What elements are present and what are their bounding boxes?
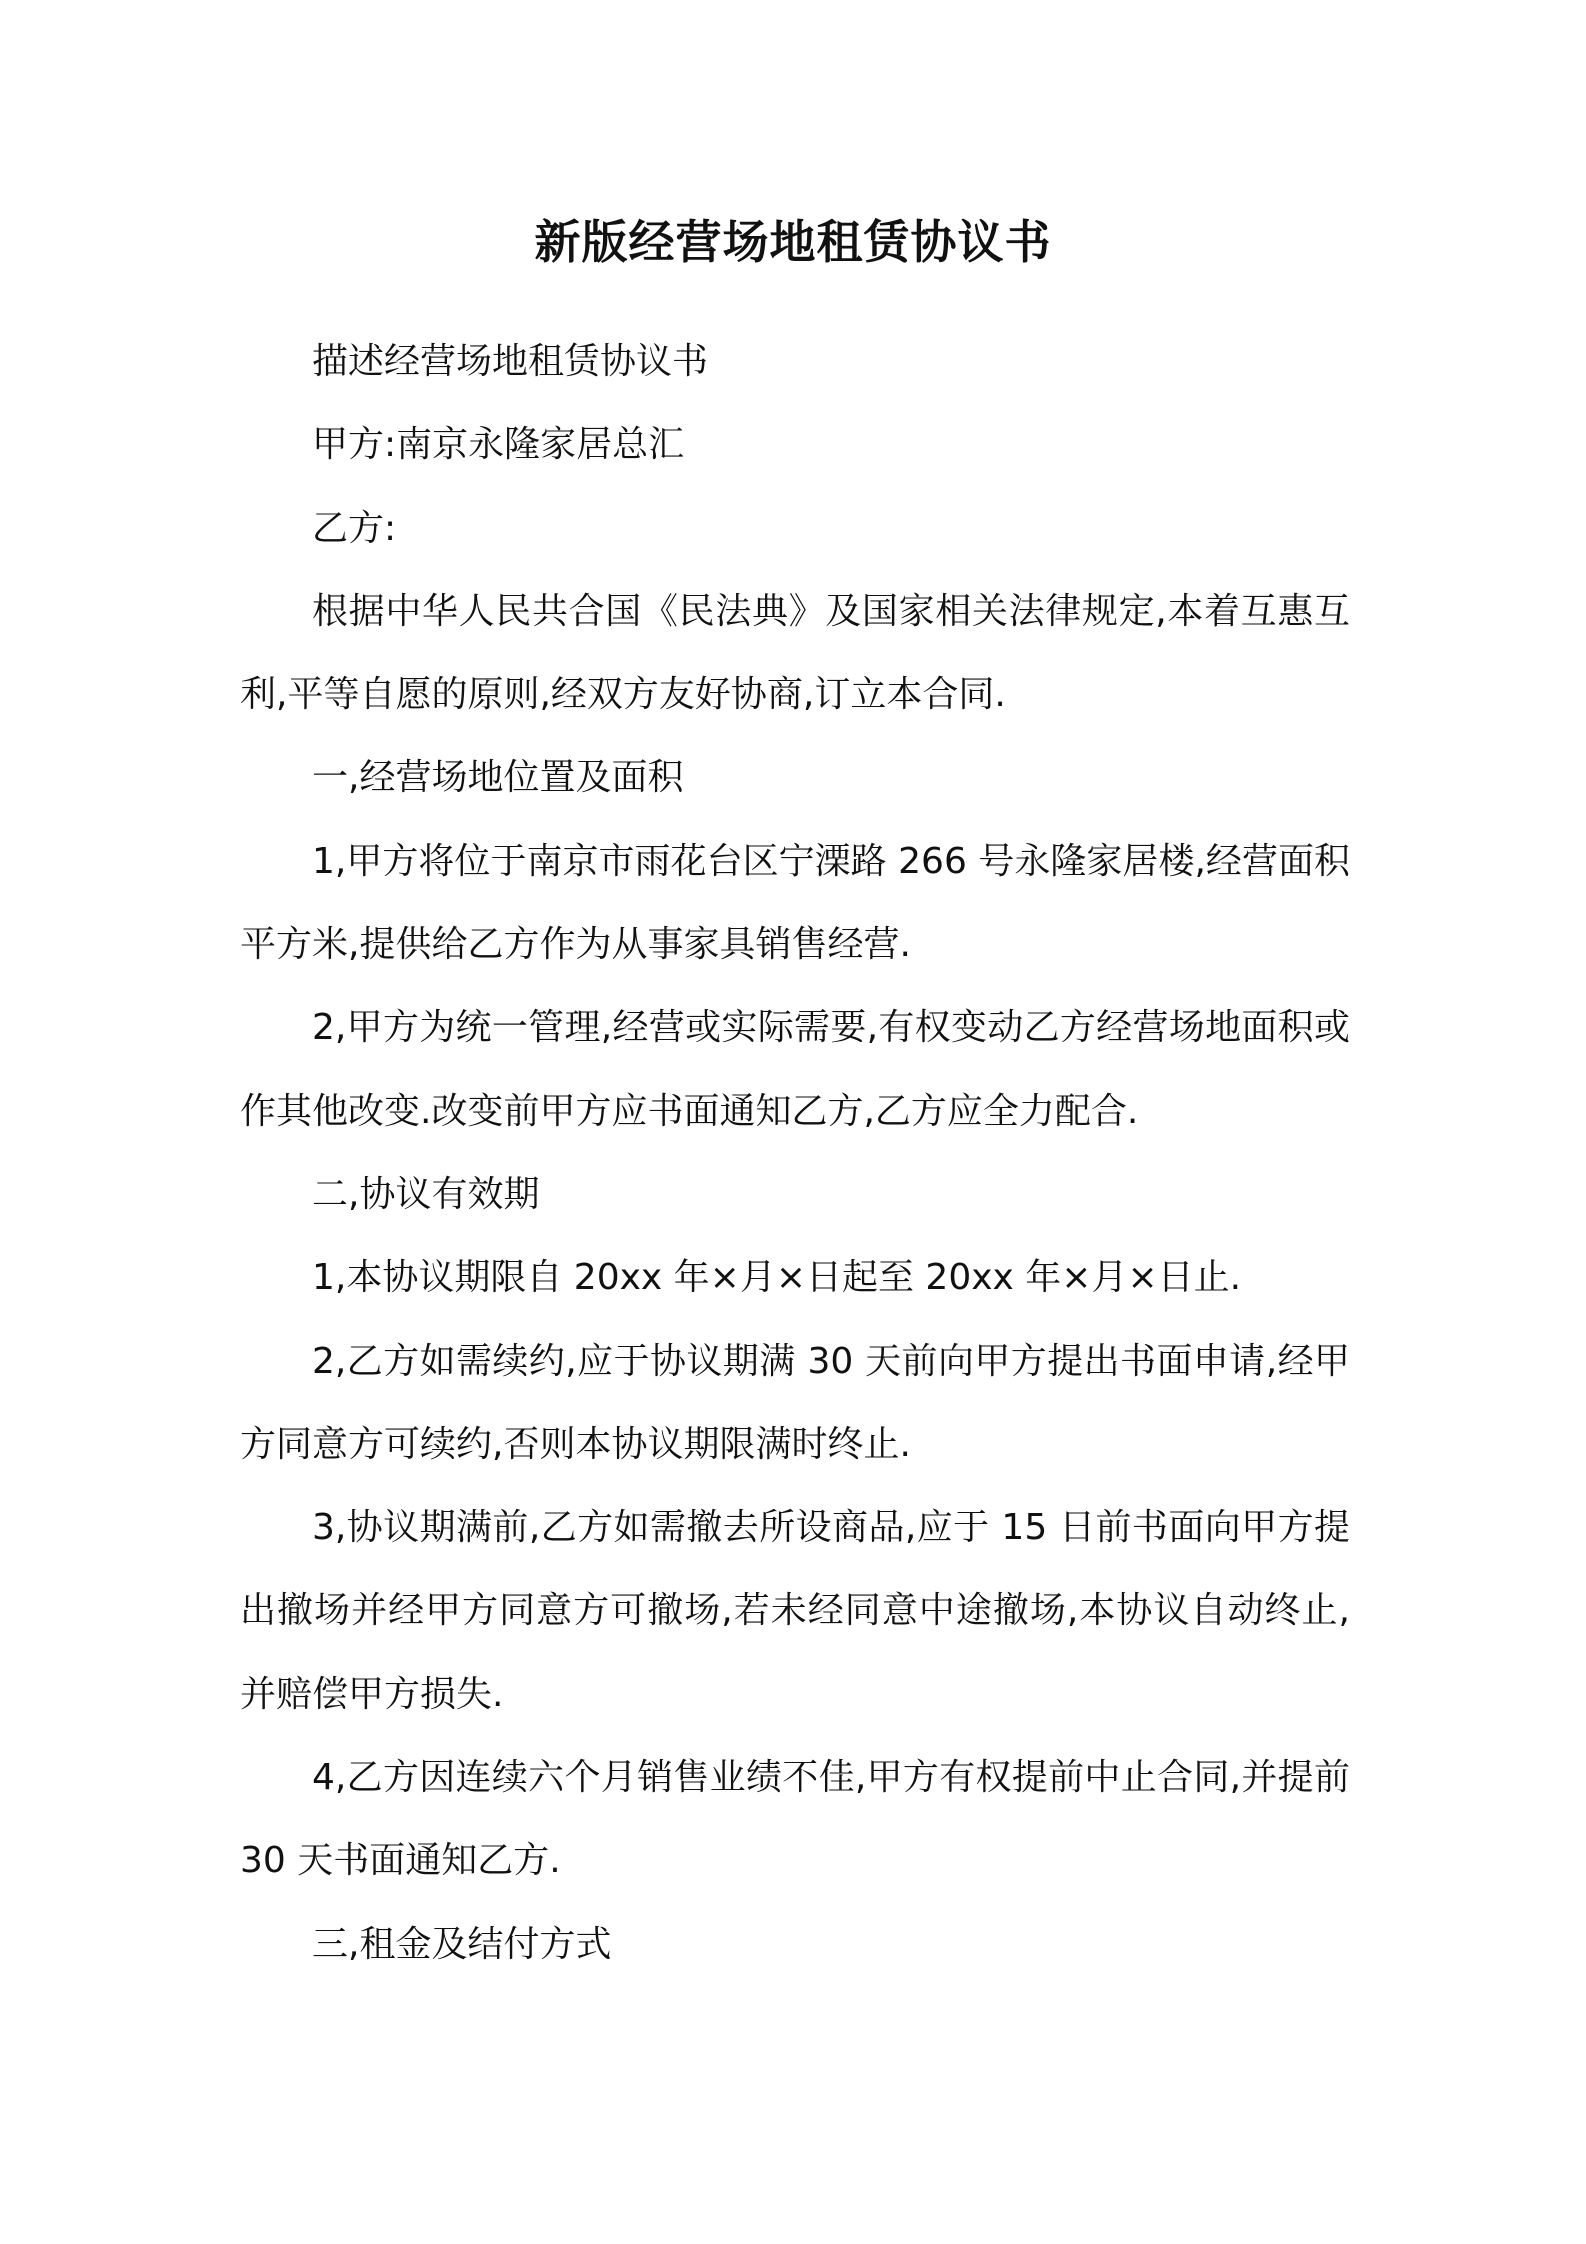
party-b-line: 乙方:: [312, 507, 397, 549]
party-a-line: 甲方:南京永隆家居总汇: [312, 424, 685, 466]
section-heading-3: 三,租金及结付方式: [312, 1923, 612, 1965]
clause-1-1: 1,甲方将位于南京市雨花台区宁溧路 266 号永隆家居楼,经营面积平方米,提供给乙方作为从事家具销售经营.: [240, 840, 1350, 966]
clause-2-4: 4,乙方因连续六个月销售业绩不佳,甲方有权提前中止合同,并提前 30 天书面通知乙方.: [240, 1757, 1350, 1882]
document-subtitle: 描述经营场地租赁协议书: [312, 341, 709, 382]
section-heading-1: 一,经营场地位置及面积: [312, 757, 684, 799]
clause-2-1: 1,本协议期限自 20xx 年×月×日起至 20xx 年×月×日止.: [312, 1257, 1242, 1299]
preamble-paragraph: 根据中华人民共合国《民法典》及国家相关法律规定,本着互惠互利,平等自愿的原则,经双方友好协商,订立本合同.: [240, 590, 1350, 716]
clause-2-2: 2,乙方如需续约,应于协议期满 30 天前向甲方提出书面申请,经甲方同意方可续约,否则本协议期限满时终止.: [240, 1340, 1350, 1465]
clause-2-3: 3,协议期满前,乙方如需撤去所设商品,应于 15 日前书面向甲方提出撤场并经甲方同意方可撤场,若未经同意中途撤场,本协议自动终止,并赔偿甲方损失.: [240, 1507, 1350, 1715]
section-heading-2: 二,协议有效期: [312, 1173, 540, 1215]
document-title: 新版经营场地租赁协议书: [534, 215, 1052, 269]
clause-1-2: 2,甲方为统一管理,经营或实际需要,有权变动乙方经营场地面积或作其他改变.改变前甲方应书面通知乙方,乙方应全力配合.: [240, 1007, 1350, 1132]
document-body: [240, 320, 1350, 1986]
